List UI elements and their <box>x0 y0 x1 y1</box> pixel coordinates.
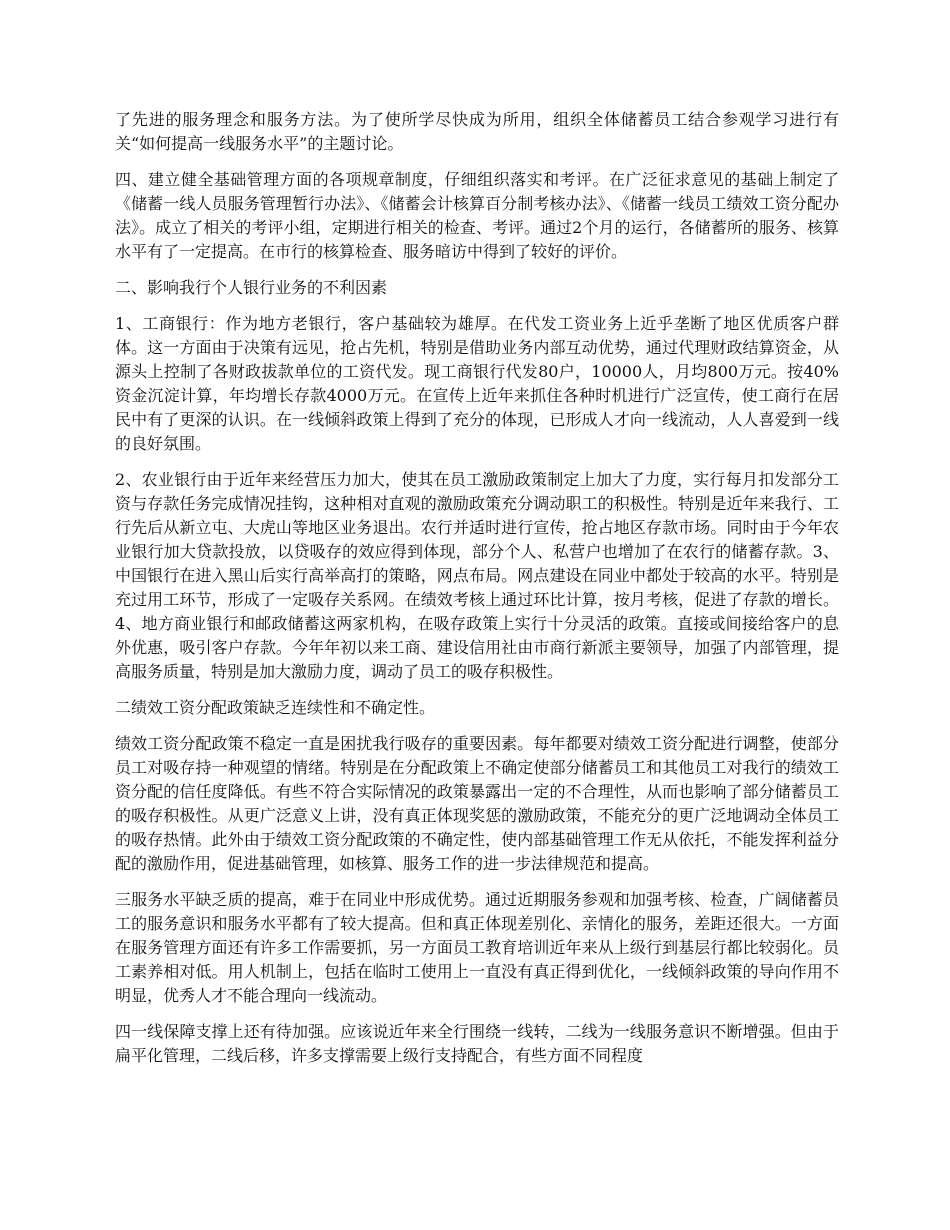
document-body <box>115 108 839 1080</box>
paragraph-agricultural-bank: 2、农业银行由于近年来经营压力加大，使其在员工激励政策制定上加大了力度，实行每月扣发部分工资与存款任务完成情况挂钩，这种相对直观的激励政策充分调动职工的积极性。特别是近年来我行、工行先后从新立屯、大虎山等地区业务退出。农行并适时进行宣传，抢占地区存款市场。同时由于今年农业银行加大贷款投放，以贷吸存的效应得到体现，部分个人、私营户也增加了在农行的储蓄存款。3、中国银行在进入黑山后实行高举高打的策略，网点布局。网点建设在同业中都处于较高的水平。特别是充过用工环节，形成了一定吸存关系网。在绩效考核上通过环比计算，按月考核，促进了存款的增长。4、地方商业银行和邮政储蓄这两家机构，在吸存政策上实行十分灵活的政策。直接或间接给客户的息外优惠，吸引客户存款。今年年初以来工商、建设信用社由市商行新派主要领导，加强了内部管理，提高服务质量，特别是加大激励力度，调动了员工的吸存积极性。 <box>115 470 839 681</box>
paragraph-frontline-support: 四一线保障支撑上还有待加强。应该说近年来全行围绕一线转，二线为一线服务意识不断增强。但由于扁平化管理，二线后移，许多支撑需要上级行支持配合，有些方面不同程度 <box>115 1022 839 1065</box>
paragraph-service-level: 三服务水平缺乏质的提高，难于在同业中形成优势。通过近期服务参观和加强考核、检查，广阔储蓄员工的服务意识和服务水平都有了较大提高。但和真正体现差别化、亲情化的服务，差距还很大。一方面在服务管理方面还有许多工作需要抓，另一方面员工教育培训近年来从上级行到基层行都比较弱化。员工素养相对低。用人机制上，包括在临时工使用上一直没有真正得到优化，一线倾斜政策的导向作用不明显，优秀人才不能合理向一线流动。 <box>115 890 839 1005</box>
paragraph-rules-system: 四、建立健全基础管理方面的各项规章制度，仔细组织落实和考评。在广泛征求意见的基础上制定了《储蓄一线人员服务管理暂行办法》、《储蓄会计核算百分制考核办法》、《储蓄一线员工绩效工资分配办法》。成立了相关的考评小组，定期进行相关的检查、考评。通过2个月的运行，各储蓄所的服务、核算水平有了一定提高。在市行的核算检查、服务暗访中得到了较好的评价。 <box>115 170 839 261</box>
paragraph-icbc: 1、工商银行：作为地方老银行，客户基础较为雄厚。在代发工资业务上近乎垄断了地区优质客户群体。这一方面由于决策有远见，抢占先机，特别是借助业务内部互动优势，通过代理财政结算资金，从源头上控制了各财政拔款单位的工资代发。现工商银行代发80户，10000人，月均800万元。按40%资金沉淀计算，年均增长存款4000万元。在宣传上近年来抓住各种时机进行广泛宣传，使工商行在居民中有了更深的认识。在一线倾斜政策上得到了充分的体现，已形成人才向一线流动，人人喜爱到一线的良好氛围。 <box>115 314 839 453</box>
section-heading-unfavorable-factors: 二、影响我行个人银行业务的不利因素 <box>115 278 388 297</box>
section-heading-performance-pay: 二绩效工资分配政策缺乏连续性和不确定性。 <box>115 698 436 717</box>
paragraph-continuation: 了先进的服务理念和服务方法。为了使所学尽快成为所用，组织全体储蓄员工结合参观学习进行有关“如何提高一线服务水平”的主题讨论。 <box>115 110 839 153</box>
paragraph-performance-pay: 绩效工资分配政策不稳定一直是困扰我行吸存的重要因素。每年都要对绩效工资分配进行调整，使部分员工对吸存持一种观望的情绪。特别是在分配政策上不确定使部分储蓄员工和其他员工对我行的绩效工资分配的信任度降低。有些不符合实际情况的政策暴露出一定的不合理性，从而也影响了部分储蓄员工的吸存积极性。从更广泛意义上讲，没有真正体现奖惩的激励政策，不能充分的更广泛地调动全体员工的吸存热情。此外由于绩效工资分配政策的不确定性，使内部基础管理工作无从依托，不能发挥利益分配的激励作用，促进基础管理，如核算、服务工作的进一步法律规范和提高。 <box>115 734 839 873</box>
